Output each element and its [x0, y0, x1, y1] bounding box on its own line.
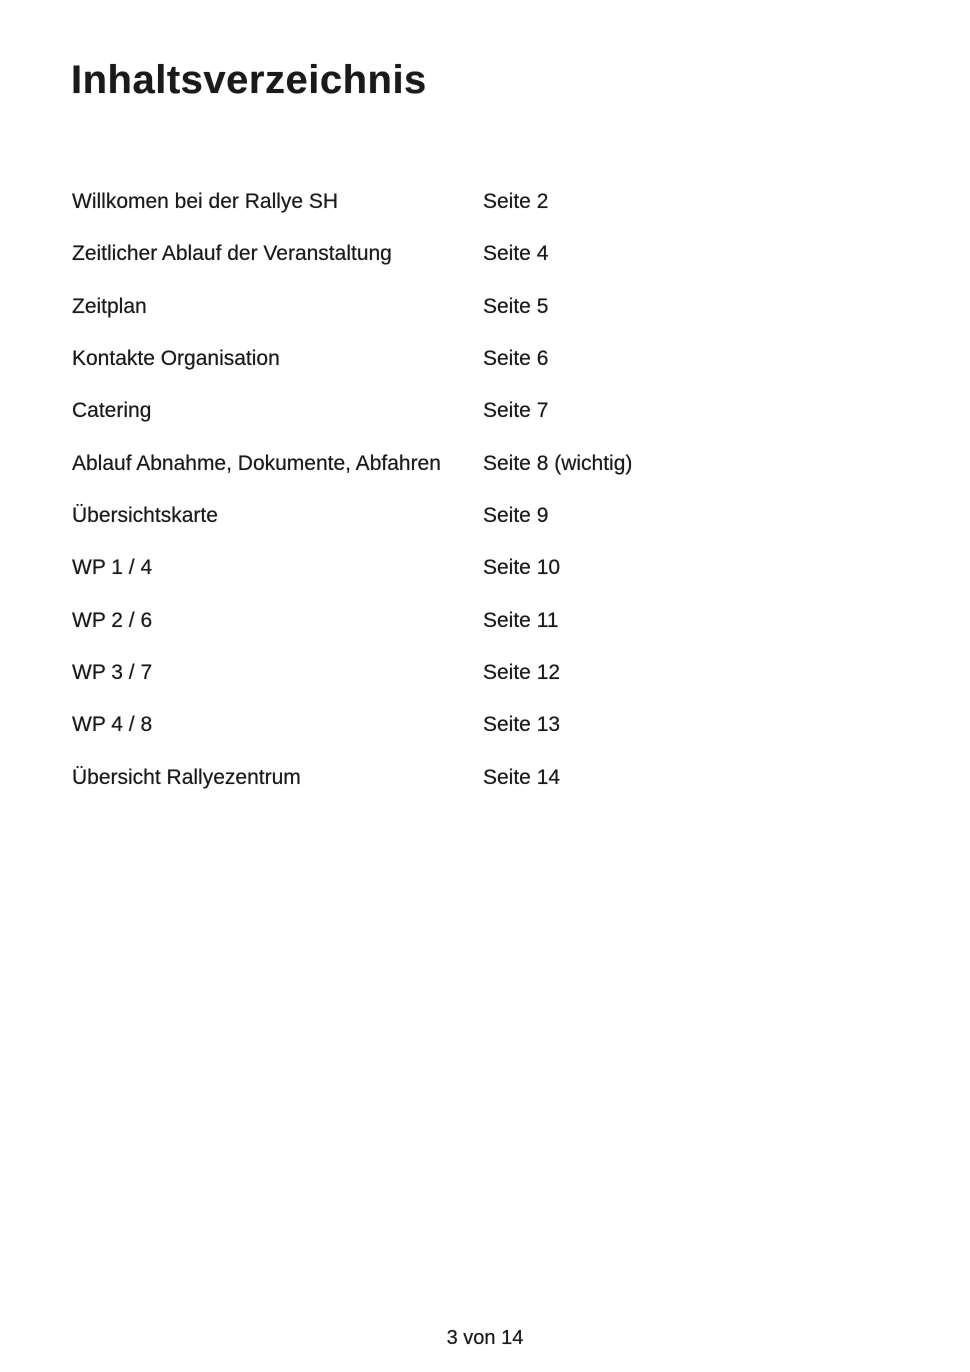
toc-entry-page: Seite 13 — [483, 713, 561, 737]
toc-entry-label: Übersichtskarte — [72, 503, 218, 527]
toc-entry-label: Zeitplan — [72, 294, 147, 318]
toc-entry-page: Seite 12 — [483, 660, 561, 684]
toc-entry-label: Zeitlicher Ablauf der Veranstaltung — [72, 242, 392, 266]
toc-entry-label: WP 3 / 7 — [72, 660, 153, 684]
toc-row — [72, 176, 632, 228]
toc-entry-page: Seite 7 — [483, 399, 549, 423]
toc-row — [72, 752, 632, 804]
page-number-footer: 3 von 14 — [446, 1327, 524, 1349]
toc-entry-label: WP 2 / 6 — [72, 608, 153, 632]
toc-entry-label: WP 4 / 8 — [72, 713, 153, 737]
toc-entry-page: Seite 11 — [483, 608, 559, 632]
toc-entry-label: Willkomen bei der Rallye SH — [72, 190, 339, 213]
toc-entry-page: Seite 10 — [483, 556, 561, 580]
toc-row — [72, 647, 632, 699]
toc-entry-page: Seite 4 — [483, 242, 549, 266]
toc-entry-label: WP 1 / 4 — [72, 556, 153, 580]
toc-entry-label: Kontakte Organisation — [72, 346, 280, 370]
toc-row — [72, 228, 632, 280]
toc-entry-label: Ablauf Abnahme, Dokumente, Abfahren — [72, 451, 441, 475]
toc-entry-page: Seite 5 — [483, 294, 549, 318]
toc-row — [72, 490, 632, 542]
toc-row — [72, 385, 632, 437]
toc-entry-page: Seite 2 — [483, 190, 549, 213]
toc-row — [72, 281, 632, 333]
page-title: Inhaltsverzeichnis — [71, 57, 427, 102]
toc-row — [72, 699, 632, 751]
toc-row — [72, 333, 632, 385]
toc-entry-page: Seite 9 — [483, 503, 549, 527]
toc-row — [72, 595, 632, 647]
toc-entry-label: Catering — [72, 399, 152, 423]
toc-entry-page: Seite 6 — [483, 346, 549, 370]
table-of-contents — [72, 176, 632, 804]
toc-row — [72, 542, 632, 594]
toc-entry-page: Seite 8 (wichtig) — [483, 451, 633, 475]
toc-row — [72, 438, 632, 490]
toc-entry-page: Seite 14 — [483, 765, 561, 789]
toc-entry-label: Übersicht Rallyezentrum — [72, 765, 301, 789]
